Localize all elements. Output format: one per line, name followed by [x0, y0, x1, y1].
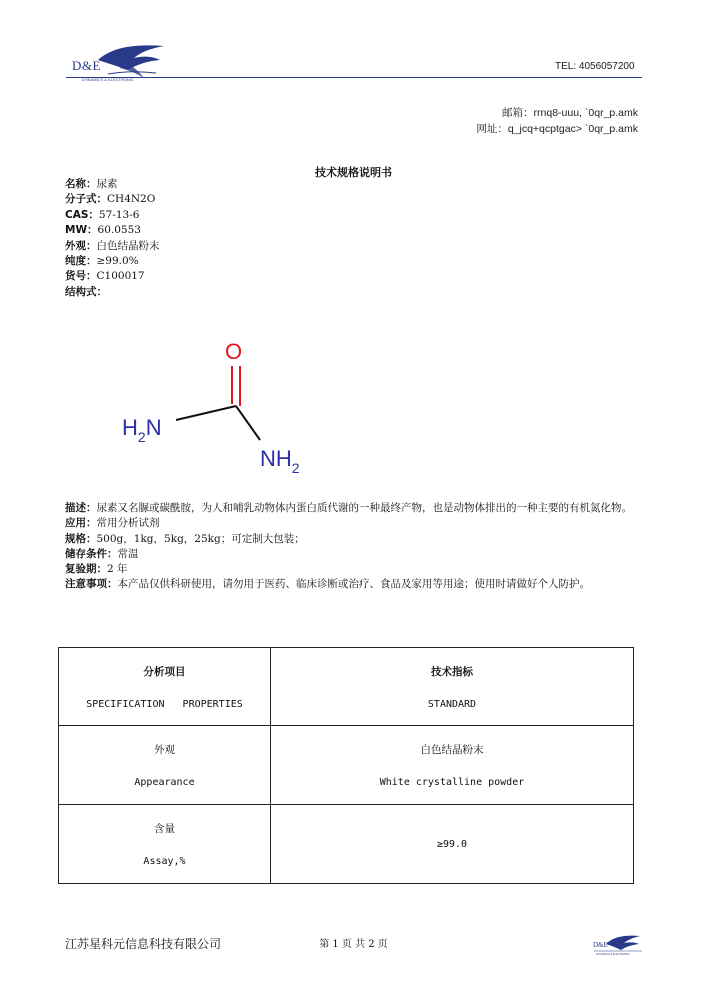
header-cell-standard [271, 648, 634, 726]
footer-logo [590, 932, 646, 958]
desc-spec [65, 532, 640, 547]
desc-label: 描述： [65, 502, 97, 514]
desc-value: 常温 [117, 547, 139, 560]
desc-label: 规格： [65, 532, 97, 545]
bird-logo-icon [590, 932, 646, 958]
product-info [65, 177, 160, 300]
description-block [65, 501, 640, 593]
header-cell-item [59, 648, 271, 726]
contact-block [476, 105, 638, 137]
standard-cell [271, 726, 634, 805]
footer-company: 江苏星科元信息科技有限公司 [65, 937, 222, 951]
oxygen-atom: O [225, 339, 243, 364]
company-logo [68, 40, 178, 86]
desc-label: 应用： [65, 517, 97, 530]
contact-email: 邮箱：rrnq8-uuu, `0qr_p.amk [502, 107, 638, 119]
table-row [59, 805, 634, 884]
telephone: TEL: 4056057200 [555, 61, 635, 72]
field-mw [65, 223, 160, 238]
amine-left: $H_2N$ [122, 415, 162, 445]
specification-table [58, 647, 634, 884]
desc-value: 2 年 [107, 563, 128, 576]
field-label: 外观： [65, 239, 97, 252]
field-catalog [65, 269, 160, 284]
field-label: 分子式： [65, 193, 107, 206]
header-standard-en: STANDARD [427, 698, 477, 710]
footer-logo-text: D&E [593, 941, 608, 949]
desc-value: 常用分析试剂 [96, 517, 160, 530]
header-item-cn: 分析项目 [143, 665, 186, 678]
field-label: CAS： [65, 208, 99, 221]
standard-cn: ≥99.0 [436, 838, 468, 850]
chemical-structure [110, 332, 330, 482]
item-en: Appearance [134, 777, 195, 788]
desc-value: 500g，1kg，5kg，25kg；可定制大包装； [96, 532, 305, 545]
desc-retest [65, 562, 640, 577]
field-value: C100017 [96, 270, 145, 283]
field-value: CH4N2O [107, 193, 156, 206]
desc-value: 本产品仅供科研使用，请勿用于医药、临床诊断或治疗、食品及家用等用途；使用时请做好个人防护。 [117, 578, 590, 591]
field-value: 白色结晶粉末 [96, 239, 160, 252]
desc-label: 注意事项： [65, 578, 118, 591]
field-label: 结构式： [65, 285, 107, 298]
standard-cell [271, 805, 634, 884]
standard-en: White crystalline powder [379, 777, 525, 788]
field-purity [65, 254, 160, 269]
header-standard-cn: 技术指标 [431, 665, 473, 678]
field-label: MW： [65, 224, 98, 237]
desc-label: 储存条件： [65, 547, 118, 560]
table-header-row [59, 648, 634, 726]
item-cn: 外观 [154, 744, 175, 756]
header-item-en: SPECIFICATION PROPERTIES [86, 698, 243, 710]
bond-line [176, 406, 236, 420]
field-value: 尿素 [96, 178, 118, 190]
desc-storage [65, 547, 640, 562]
field-value: ≥99.0% [96, 255, 139, 268]
contact-website: 网址：q_jcq+qcptgac> `0qr_p.amk [476, 123, 638, 135]
field-value: 57-13-6 [98, 208, 140, 221]
item-cell [59, 726, 271, 805]
header-divider [66, 77, 642, 78]
item-cell [59, 805, 271, 884]
amine-right: $NH_2$ [260, 446, 300, 476]
standard-cn: 白色结晶粉末 [420, 744, 484, 756]
item-en: Assay,% [143, 856, 186, 867]
logo-subtitle: DYNAMICS & ELECTRONIC [82, 77, 134, 82]
desc-application [65, 516, 640, 531]
logo-text: D&E [72, 58, 101, 73]
desc-label: 复验期： [65, 563, 107, 576]
footer-logo-subtitle: DYNAMICS & ELECTRONIC [596, 953, 630, 956]
document-title: 技术规格说明书 [315, 166, 392, 179]
field-value: 60.0553 [97, 224, 141, 237]
desc-notes [65, 577, 640, 592]
bond-line [236, 406, 260, 440]
desc-value: 尿素又名脲或碳酰胺，为人和哺乳动物体内蛋白质代谢的一种最终产物，也是动物体排出的一种主要的有机氮化物。 [96, 502, 632, 514]
field-structure [65, 285, 160, 300]
field-name [65, 177, 160, 192]
table-row [59, 726, 634, 805]
field-cas [65, 208, 160, 223]
page-number: 第 1 页 共 2 页 [319, 939, 388, 950]
field-label: 纯度： [65, 255, 97, 268]
field-label: 货号： [65, 270, 97, 283]
field-formula [65, 192, 160, 207]
field-appearance [65, 239, 160, 254]
item-cn: 含量 [154, 823, 175, 835]
desc-description [65, 501, 640, 516]
field-label: 名称： [65, 178, 97, 190]
